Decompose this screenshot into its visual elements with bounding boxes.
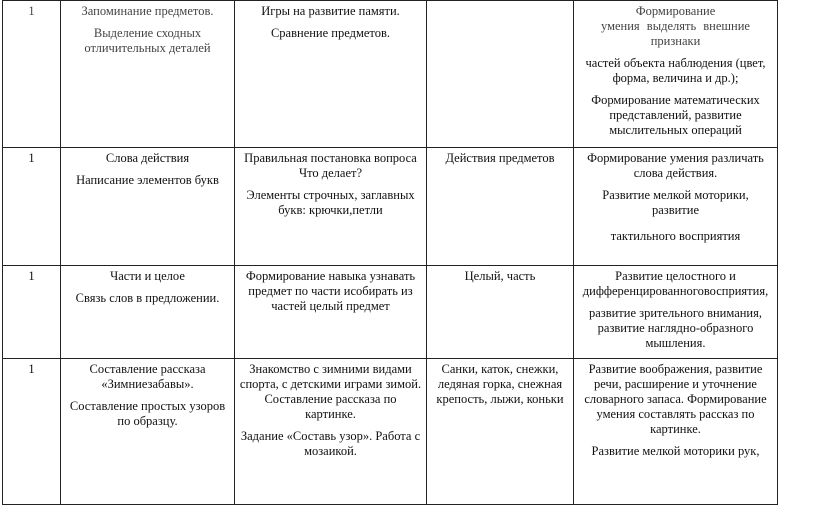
content-line: Правильная постановка вопроса Что делает? [244,151,417,180]
topic-line: Слова действия [105,151,190,165]
topic-line: Части и целое [110,269,185,283]
table-row [3,148,778,266]
lesson-plan-table [2,0,778,505]
vocab-cell [427,148,574,266]
hours-cell: 1 [3,148,61,266]
content-line: Игры на развитие памяти. [261,4,400,18]
content-line: Знакомство с зимними видами спорта, с детскими играми зимой. Составление рассказа по картинке. [239,362,422,421]
vocab-line: Целый, часть [464,269,536,283]
goal-line: умения выделять внешние признаки [601,19,750,48]
content-cell [235,359,427,505]
content-line: Сравнение предметов. [270,26,391,40]
hours-cell: 1 [3,1,61,148]
goal-line: Формирование умения различать слова действия. [587,151,764,180]
vocab-cell [427,359,574,505]
goal-line: Развитие мелкой моторики, развитие [602,188,749,217]
goals-cell [574,148,778,266]
content-cell [235,266,427,359]
content-line: Задание «Составь узор». Работа с мозаикой. [240,429,421,458]
goal-line: Развитие целостного и дифференцированноговосприятия, [582,269,769,298]
content-line: Формирование навыка узнавать предмет по части исобирать из частей целый предмет [245,269,416,313]
content-cell [235,1,427,148]
topic-cell [61,359,235,505]
vocab-cell [427,266,574,359]
goal-line: Формирование [635,4,716,18]
topic-line: Составление рассказа «Зимниезабавы». [89,362,206,391]
hours-cell: 1 [3,266,61,359]
topic-line: Связь слов в предложении. [75,291,220,305]
topic-line: Написание элементов букв [76,173,219,187]
topic-cell [61,148,235,266]
table-row [3,266,778,359]
content-cell [235,148,427,266]
goal-line: частей объекта наблюдения (цвет, форма, величина и др.); [585,56,766,85]
vocab-line: Действия предметов [445,151,555,165]
table-row [3,1,778,148]
content-line: Элементы строчных, заглавных букв: крючки,петли [246,188,415,217]
goals-cell [574,359,778,505]
topic-cell [61,266,235,359]
hours-cell: 1 [3,359,61,505]
table-row [3,359,778,505]
topic-cell [61,1,235,148]
topic-line: Составление простых узоров по образцу. [69,399,226,428]
goal-line: Формирование математических представлений, развитие мыслительных операций [591,93,760,137]
vocab-line: Санки, каток, снежки, ледяная горка, снежная крепость, лыжи, коньки [436,362,564,406]
vocab-cell [427,1,574,148]
goal-line: Развитие воображения, развитие речи, расширение и уточнение словарного запаса. Формирование умения составлять рассказ по картинке. [584,362,767,436]
goal-line: Развитие мелкой моторики рук, [591,444,760,458]
topic-line: Выделение сходных отличительных деталей [84,26,211,55]
goal-line: тактильного восприятия [610,229,741,243]
goals-cell [574,266,778,359]
goal-line: развитие зрительного внимания, развитие наглядно-образного мышления. [588,306,763,350]
goals-cell [574,1,778,148]
topic-line: Запоминание предметов. [81,4,214,18]
